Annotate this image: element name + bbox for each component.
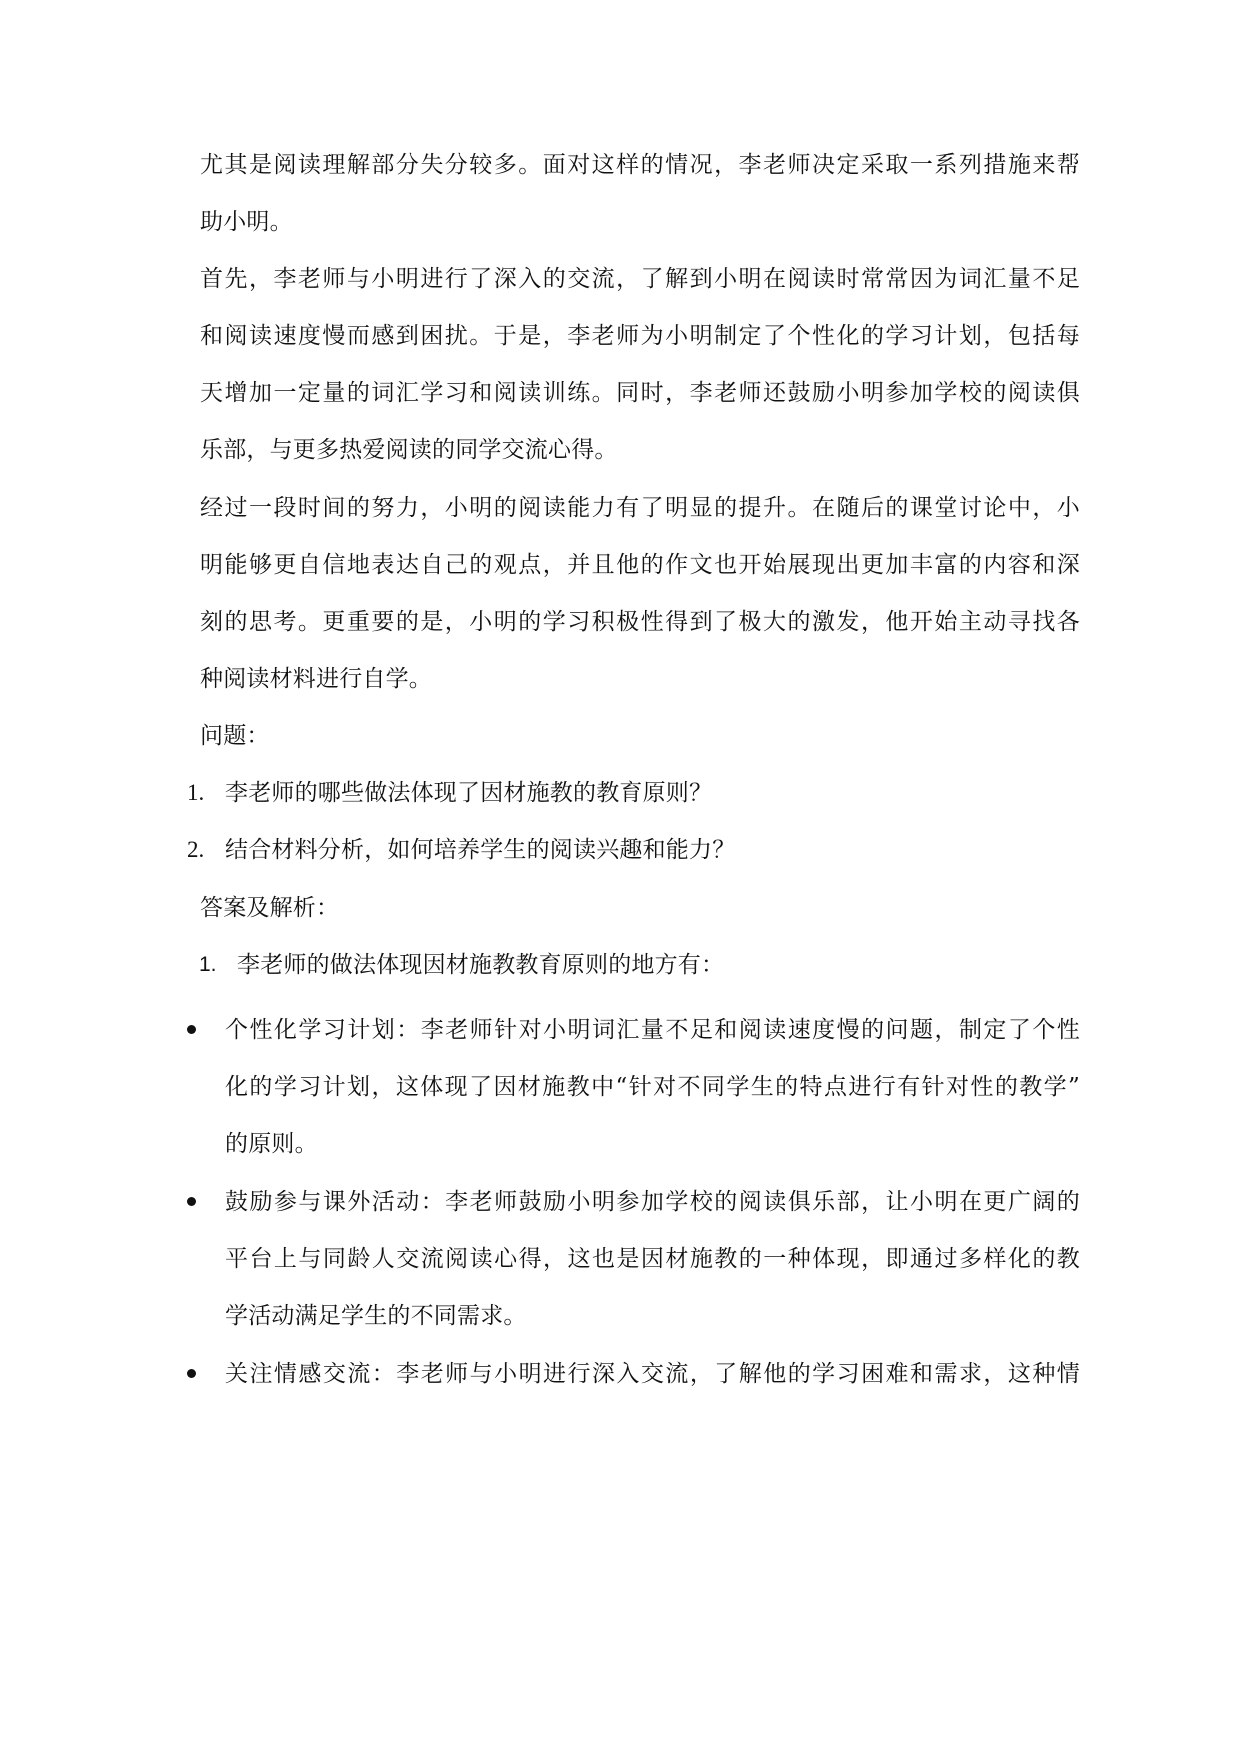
- bullet-line: 化的学习计划，这体现了因材施教中“针对不同学生的特点进行有针对性的教学”: [225, 1074, 1080, 1100]
- bullet-line: 平台上与同龄人交流阅读心得，这也是因材施教的一种体现，即通过多样化的教: [225, 1246, 1080, 1272]
- bullet-icon: [187, 1197, 196, 1206]
- bullet-line: 关注情感交流：李老师与小明进行深入交流，了解他的学习困难和需求，这种情: [225, 1361, 1080, 1387]
- question-number: 2.: [187, 837, 205, 862]
- question-text: 李老师的哪些做法体现了因材施教的教育原则？: [225, 780, 713, 806]
- paragraph-line: 天增加一定量的词汇学习和阅读训练。同时，李老师还鼓励小明参加学校的阅读俱: [200, 380, 1080, 406]
- bullet-line: 的原则。: [225, 1131, 318, 1157]
- bullet-icon: [187, 1369, 196, 1378]
- answers-heading: 答案及解析：: [200, 895, 340, 921]
- answer-number: 1.: [199, 953, 217, 976]
- paragraph-line: 明能够更自信地表达自己的观点，并且他的作文也开始展现出更加丰富的内容和深: [200, 552, 1080, 578]
- bullet-line: 学活动满足学生的不同需求。: [225, 1303, 527, 1329]
- paragraph-line: 首先，李老师与小明进行了深入的交流，了解到小明在阅读时常常因为词汇量不足: [200, 266, 1080, 292]
- question-text: 结合材料分析，如何培养学生的阅读兴趣和能力？: [225, 837, 736, 863]
- answer-item-text: 李老师的做法体现因材施教教育原则的地方有：: [237, 952, 725, 978]
- paragraph-line: 和阅读速度慢而感到困扰。于是，李老师为小明制定了个性化的学习计划，包括每: [200, 323, 1080, 349]
- questions-heading: 问题：: [200, 723, 270, 749]
- paragraph-line: 经过一段时间的努力，小明的阅读能力有了明显的提升。在随后的课堂讨论中，小: [200, 495, 1080, 521]
- paragraph-line: 刻的思考。更重要的是，小明的学习积极性得到了极大的激发，他开始主动寻找各: [200, 609, 1080, 635]
- bullet-icon: [187, 1025, 196, 1034]
- paragraph-line: 种阅读材料进行自学。: [200, 666, 432, 692]
- bullet-line: 鼓励参与课外活动：李老师鼓励小明参加学校的阅读俱乐部，让小明在更广阔的: [225, 1189, 1080, 1215]
- question-number: 1.: [187, 780, 205, 805]
- paragraph-line: 尤其是阅读理解部分失分较多。面对这样的情况，李老师决定采取一系列措施来帮: [200, 152, 1080, 178]
- paragraph-line: 助小明。: [200, 209, 293, 235]
- bullet-line: 个性化学习计划：李老师针对小明词汇量不足和阅读速度慢的问题，制定了个性: [225, 1017, 1080, 1043]
- paragraph-line: 乐部，与更多热爱阅读的同学交流心得。: [200, 437, 618, 463]
